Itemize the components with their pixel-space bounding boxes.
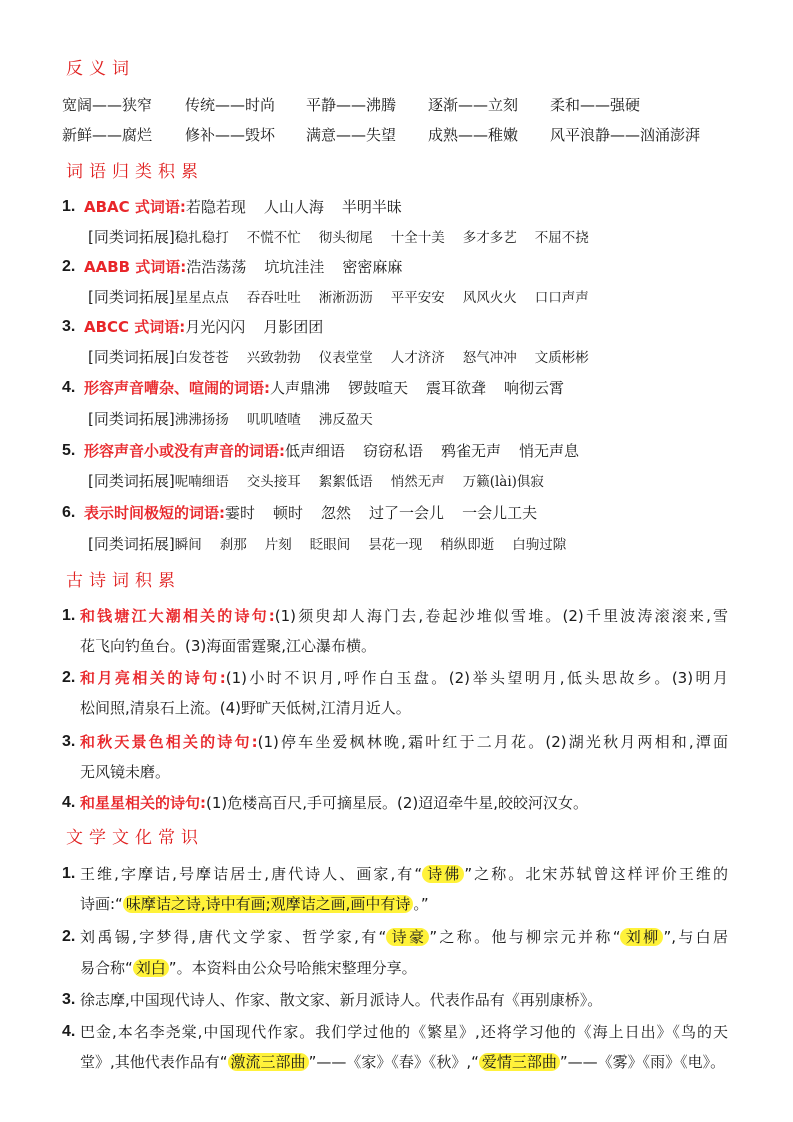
text-segment: 易合称“ [80,959,133,977]
highlighted-text: 刘柳 [620,928,663,946]
item-number: 4. [62,1023,76,1040]
word: 过了一会儿 [369,504,445,522]
word: 窃窃私语 [363,442,424,460]
item-number: 3. [62,318,76,335]
section-heading-word-groups: 词语归类积累 [66,162,204,182]
word-group-extension [88,347,607,368]
paragraph-line [80,698,728,718]
extension-word: 兴致勃勃 [246,350,301,366]
word: 忽然 [321,504,352,522]
extension-word: 文质彬彬 [534,350,589,366]
item-number: 3. [62,991,76,1008]
item-content [84,197,420,217]
extension-word: 怒气冲冲 [462,350,517,366]
extension-word: 白发苍苍 [174,350,229,366]
text-segment: (1)须臾却人海门去,卷起沙堆似雪堆。(2)千里波涛滚滚来,雪 [274,607,728,625]
paragraph-line [80,732,728,752]
item-number: 6. [62,504,76,521]
item-number: 1. [62,198,76,215]
word: 顿时 [273,504,304,522]
word: 密密麻麻 [342,258,403,276]
extension-word: 淅淅沥沥 [318,290,373,306]
word: 人声鼎沸 [270,379,331,397]
paragraph-line [80,927,728,947]
antonym-pair: 新鲜——腐烂 [62,126,153,144]
word: 霎时 [225,504,256,522]
word: 锣鼓喧天 [348,379,409,397]
paragraph-line [80,636,728,656]
category-label: 和钱塘江大潮相关的诗句: [80,607,275,625]
word: 悄无声息 [519,442,580,460]
paragraph-line [80,894,728,914]
extension-label: [同类词拓展] [88,535,175,553]
paragraph-line [80,958,728,978]
word: 震耳欲聋 [426,379,487,397]
extension-word: 呢喃细语 [174,474,229,490]
item-number: 5. [62,442,76,459]
item-number: 2. [62,669,76,686]
highlighted-text: 味摩诘之诗,诗中有画;观摩诘之画,画中有诗 [123,895,414,913]
text-segment: 松间照,清泉石上流。(4)野旷天低树,江清月近人。 [80,699,411,717]
extension-word: 不慌不忙 [246,230,301,246]
highlighted-text: 诗豪 [386,928,429,946]
word: 浩浩荡荡 [186,258,247,276]
word: 鸦雀无声 [441,442,502,460]
word: 若隐若现 [185,198,246,216]
extension-word: 片刻 [264,537,292,553]
item-number: 4. [62,379,76,396]
text-segment: 花飞向钓鱼台。(3)海面雷霆聚,江心瀑布横。 [80,637,377,655]
category-label: 表示时间极短的词语: [84,504,225,522]
extension-word: 平平安安 [390,290,445,306]
extension-word: 风风火火 [462,290,517,306]
text-segment: ”之称。他与柳宗元并称“ [429,928,621,946]
item-number: 4. [62,794,76,811]
word: 半明半昧 [341,198,402,216]
paragraph-line [80,762,728,782]
category-label: 形容声音嘈杂、喧闹的词语: [84,379,270,397]
extension-word: 口口声声 [534,290,589,306]
extension-label: [同类词拓展] [88,410,175,428]
antonym-pair: 柔和——强硬 [550,96,641,114]
text-segment: ”。本资料由公众号哈熊宋整理分享。 [168,959,417,977]
section-heading-antonyms: 反义词 [66,59,135,79]
paragraph-line [80,990,728,1010]
word: 人山人海 [263,198,324,216]
paragraph-line [80,606,728,626]
extension-word: 瞬间 [174,537,202,553]
word-group-extension [88,534,584,555]
word-group-extension [88,409,391,430]
category-label: AABB 式词语: [84,258,187,276]
text-segment: 无风镜未磨。 [80,763,171,781]
extension-word: 十全十美 [390,230,445,246]
item-number: 2. [62,258,76,275]
paragraph-line [80,864,728,884]
word: 响彻云霄 [504,379,565,397]
extension-word: 沸反盈天 [318,412,373,428]
text-segment: (1)停车坐爱枫林晚,霜叶红于二月花。(2)湖光秋月两相和,潭面 [257,733,728,751]
highlighted-text: 激流三部曲 [228,1053,309,1071]
word-group-extension [88,287,607,308]
extension-word: 稍纵即逝 [440,537,495,553]
extension-word: 叽叽喳喳 [246,412,301,428]
category-label: 和星星相关的诗句: [80,794,206,812]
paragraph-line [80,793,728,813]
paragraph-line [80,1052,728,1072]
text-segment: ”——《雾》《雨》《电》。 [559,1053,726,1071]
text-segment: (1)小时不识月,呼作白玉盘。(2)举头望明月,低头思故乡。(3)明月 [225,669,728,687]
extension-word: 稳扎稳打 [174,230,229,246]
extension-word: 刹那 [219,537,247,553]
item-number: 3. [62,733,76,750]
highlighted-text: 爱情三部曲 [479,1053,560,1071]
item-content [84,503,555,523]
word-group-extension [88,471,562,492]
antonym-pair: 宽阔——狭窄 [62,96,153,114]
extension-word: 星星点点 [174,290,229,306]
antonym-pair: 平静——沸腾 [306,96,397,114]
text-segment: 诗画:“ [80,895,123,913]
text-segment: 王维,字摩诘,号摩诘居士,唐代诗人、画家,有“ [80,865,423,883]
item-content [84,257,420,277]
text-segment: 巴金,本名李尧棠,中国现代作家。我们学过他的《繁星》,还将学习他的《海上日出》《鸟的天 [80,1023,728,1041]
extension-word: 眨眼间 [309,537,351,553]
antonym-pair: 满意——失望 [306,126,397,144]
text-segment: (1)危楼高百尺,手可摘星辰。(2)迢迢牵牛星,皎皎河汉女。 [206,794,589,812]
extension-word: 吞吞吐吐 [246,290,301,306]
word: 一会儿工夫 [462,504,538,522]
category-label: 和秋天景色相关的诗句: [80,733,258,751]
antonym-pair: 传统——时尚 [185,96,276,114]
highlighted-text: 刘白 [133,959,169,977]
category-label: 形容声音小或没有声音的词语: [84,442,285,460]
extension-word: 仪表堂堂 [318,350,373,366]
text-segment: ”之称。北宋苏轼曾这样评价王维的 [464,865,728,883]
highlighted-text: 诗佛 [422,865,464,883]
word-group-extension [88,227,607,248]
item-number: 1. [62,607,76,624]
word: 月影团团 [263,318,324,336]
text-segment: 徐志摩,中国现代诗人、作家、散文家、新月派诗人。代表作品有《再别康桥》。 [80,991,603,1009]
antonym-pair: 修补——毁坏 [185,126,276,144]
text-segment: 。” [413,895,429,913]
item-content [84,441,597,461]
category-label: 和月亮相关的诗句: [80,669,226,687]
paragraph-line [80,668,728,688]
extension-word: 沸沸扬扬 [174,412,229,428]
extension-word: 交头接耳 [246,474,301,490]
extension-word: 絮絮低语 [318,474,373,490]
extension-label: [同类词拓展] [88,348,175,366]
category-label: ABAC 式词语: [84,198,186,216]
extension-word: 多才多艺 [462,230,517,246]
extension-word: 不屈不挠 [534,230,589,246]
text-segment: 刘禹锡,字梦得,唐代文学家、哲学家,有“ [80,928,387,946]
antonym-pair: 风平浪静——汹涌澎湃 [550,126,701,144]
extension-word: 彻头彻尾 [318,230,373,246]
item-number: 2. [62,928,76,945]
text-segment: 堂》,其他代表作品有“ [80,1053,228,1071]
extension-label: [同类词拓展] [88,472,175,490]
extension-word: 人才济济 [390,350,445,366]
text-segment: ”——《家》《春》《秋》,“ [308,1053,479,1071]
category-label: ABCC 式词语: [84,318,186,336]
word: 月光闪闪 [185,318,246,336]
extension-word: 昙花一现 [368,537,423,553]
section-heading-literature: 文学文化常识 [66,828,204,848]
word: 低声细语 [285,442,346,460]
extension-label: [同类词拓展] [88,228,175,246]
text-segment: ”,与白居 [663,928,728,946]
extension-word: 悄然无声 [390,474,445,490]
word: 坑坑洼洼 [264,258,325,276]
paragraph-line [80,1022,728,1042]
antonym-pair: 逐渐——立刻 [428,96,519,114]
item-content [84,378,582,398]
item-content [84,317,341,337]
item-number: 1. [62,865,76,882]
section-heading-poems: 古诗词积累 [66,571,181,591]
antonym-pair: 成熟——稚嫩 [428,126,519,144]
extension-word: 白驹过隙 [512,537,567,553]
extension-label: [同类词拓展] [88,288,175,306]
extension-word: 万籁(lài)俱寂 [462,474,544,490]
